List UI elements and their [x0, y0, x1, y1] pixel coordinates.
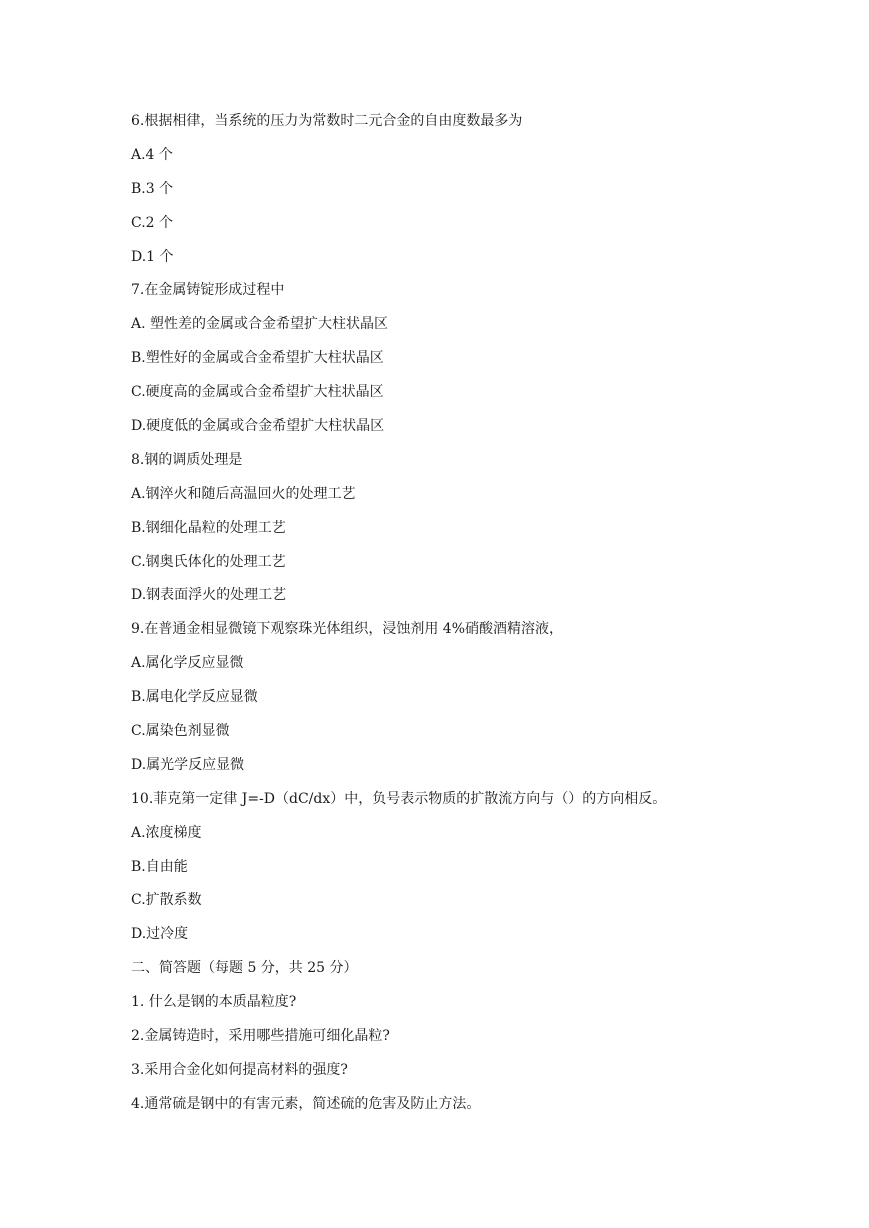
question-8-option-b: B.钢细化晶粒的处理工艺 — [131, 519, 286, 536]
question-8-prompt: 8.钢的调质处理是 — [131, 451, 243, 468]
question-8-option-d: D.钢表面浮火的处理工艺 — [131, 587, 287, 604]
question-10-option-d: D.过冷度 — [131, 926, 189, 943]
question-7-option-c: C.硬度高的金属或合金希望扩大柱状晶区 — [131, 384, 384, 401]
short-answer-item-4: 4.通常硫是钢中的有害元素，简述硫的危害及防止方法。 — [131, 1095, 481, 1112]
short-answer-item-3: 3.采用合金化如何提高材料的强度? — [131, 1061, 348, 1078]
question-9-option-b: B.属电化学反应显微 — [131, 689, 258, 706]
question-6-option-a: A.4 个 — [131, 146, 173, 163]
question-7-option-d: D.硬度低的金属或合金希望扩大柱状晶区 — [131, 418, 385, 435]
question-8-option-c: C.钢奥氏体化的处理工艺 — [131, 553, 286, 570]
question-9-option-c: C.属染色剂显微 — [131, 723, 230, 740]
question-8-option-a: A.钢淬火和随后高温回火的处理工艺 — [131, 485, 356, 502]
short-answer-item-1: 1. 什么是钢的本质晶粒度? — [131, 994, 297, 1011]
question-10-option-c: C.扩散系数 — [131, 892, 202, 909]
question-10-prompt: 10.菲克第一定律 J=-D（dC/dx）中，负号表示物质的扩散流方向与（）的方向相反。 — [131, 790, 667, 807]
question-9-option-a: A.属化学反应显微 — [131, 655, 244, 672]
question-6-option-c: C.2 个 — [131, 214, 174, 231]
question-9-prompt: 9.在普通金相显微镜下观察珠光体组织，浸蚀剂用 4%硝酸酒精溶液， — [131, 621, 564, 638]
question-10-option-b: B.自由能 — [131, 858, 188, 875]
question-6-option-b: B.3 个 — [131, 180, 174, 197]
document-content — [131, 111, 771, 1128]
question-7-option-b: B.塑性好的金属或合金希望扩大柱状晶区 — [131, 350, 384, 367]
short-answer-heading: 二、简答题（每题 5 分，共 25 分） — [131, 960, 358, 977]
question-7-option-a: A. 塑性差的金属或合金希望扩大柱状晶区 — [131, 316, 389, 333]
short-answer-item-2: 2.金属铸造时，采用哪些措施可细化晶粒? — [131, 1028, 390, 1045]
question-10-option-a: A.浓度梯度 — [131, 824, 202, 841]
question-6-option-d: D.1 个 — [131, 248, 174, 265]
question-7-prompt: 7.在金属铸锭形成过程中 — [131, 282, 285, 299]
question-6-prompt: 6.根据相律，当系统的压力为常数时二元合金的自由度数最多为 — [131, 113, 523, 129]
question-9-option-d: D.属光学反应显微 — [131, 756, 245, 773]
